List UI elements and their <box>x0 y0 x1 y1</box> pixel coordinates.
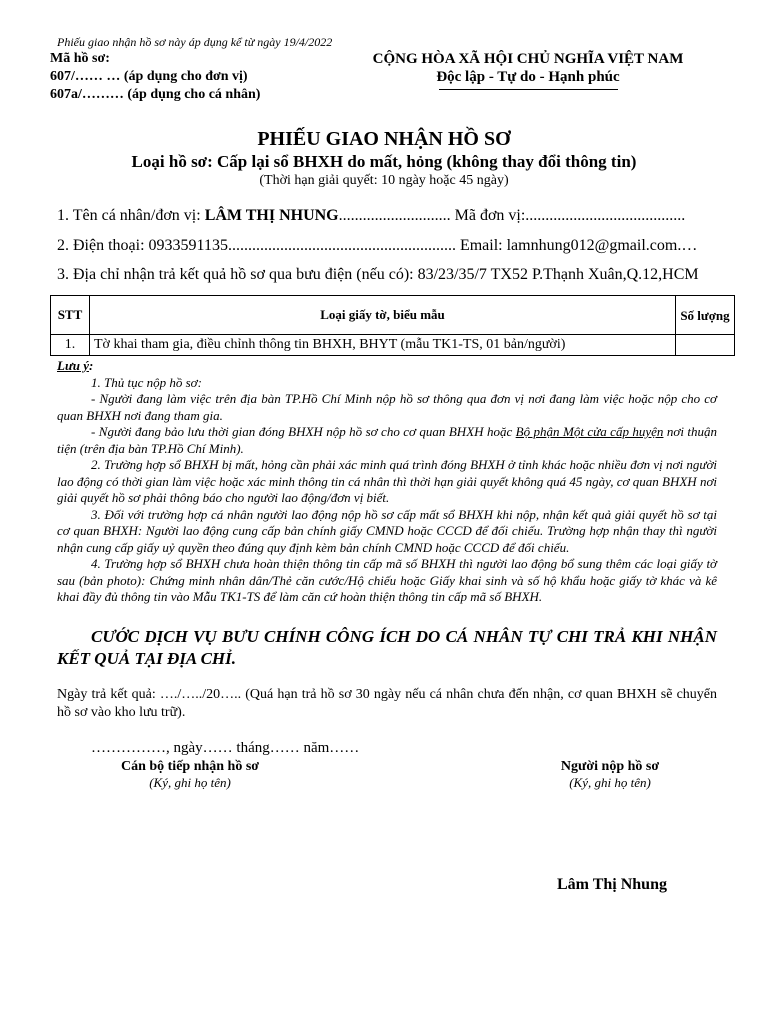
motto-underline <box>439 89 618 90</box>
date-line: ……………, ngày…… tháng…… năm…… <box>91 740 360 756</box>
col-header-stt: STT <box>51 296 90 335</box>
submitter-name: Lâm Thị Nhung <box>557 876 667 893</box>
notes-section <box>57 358 717 606</box>
notes-heading-colon: : <box>88 358 94 373</box>
row-stt: 1. <box>51 335 90 356</box>
form-title: PHIẾU GIAO NHẬN HỒ SƠ <box>257 128 511 150</box>
country-name: CỘNG HÒA XÃ HỘI CHỦ NGHĨA VIỆT NAM <box>372 51 684 67</box>
postal-address-line: 3. Địa chỉ nhận trả kết quả hồ sơ qua bưu điện (nếu có): 83/23/35/7 TX52 P.Thạnh Xuân,Q.12,HCM <box>57 266 699 283</box>
record-code-unit: 607/…… … (áp dụng cho đơn vị) <box>50 69 248 84</box>
col-header-quantity: Số lượng <box>676 296 735 335</box>
record-code-label: Mã hồ sơ: <box>50 51 110 66</box>
note-4: 4. Trường hợp sổ BHXH chưa hoàn thiện thông tin cấp mã số BHXH thì người lao động bổ sung thêm các loại giấy tờ sau (bản photo): Chứng minh nhân dân/Thẻ căn cước/Hộ chiếu hoặc Giấy khai sinh và số hộ khẩu hoặc giấy tờ khác và kê khai đầy đủ thông tin vào Mẫu TK1-TS để làm căn cứ hoàn thiện thông tin cấp mã số BHXH. <box>57 556 717 604</box>
notes-heading-line <box>57 358 717 375</box>
applicant-name-line <box>57 207 685 225</box>
processing-deadline: (Thời hạn giải quyết: 10 ngày hoặc 45 ngày) <box>259 173 509 188</box>
row-doc-type: Tờ khai tham gia, điều chỉnh thông tin BHXH, BHYT (mẫu TK1-TS, 01 bản/người) <box>90 335 676 356</box>
note-1b-post: nơi thuận tiện (trên địa bàn TP.Hồ Chí Minh). <box>57 424 717 456</box>
receiver-sign-note: (Ký, ghi họ tên) <box>149 775 231 790</box>
submitter-title: Người nộp hồ sơ <box>560 759 660 774</box>
return-date-line: Ngày trả kết quả: …./…../20….. (Quá hạn trả hồ sơ 30 ngày nếu cá nhân chưa đến nhận, cơ quan BHXH sẽ chuyển hồ sơ vào kho lưu trữ). <box>57 687 717 720</box>
national-motto: Độc lập - Tự do - Hạnh phúc <box>436 69 620 85</box>
receiver-title: Cán bộ tiếp nhận hồ sơ <box>120 759 260 774</box>
note-1-title: 1. Thủ tục nộp hồ sơ: <box>91 374 202 390</box>
applicability-note: Phiếu giao nhận hồ sơ này áp dụng kể từ ngày 19/4/2022 <box>57 35 333 49</box>
record-type: Loại hồ sơ: Cấp lại sổ BHXH do mất, hỏng (không thay đổi thông tin) <box>131 152 637 171</box>
col-header-doc-type: Loại giấy tờ, biểu mẫu <box>90 296 676 335</box>
document-table <box>50 295 735 356</box>
note-2: 2. Trường hợp sổ BHXH bị mất, hỏng cần phải xác minh quá trình đóng BHXH ở tỉnh khác hoặc nhiều đơn vị nơi người lao động có thời gian làm việc hoặc xác minh thông tin cá nhân thì thời hạn giải quyết không quá 45 ngày, cơ quan BHXH nơi giải quyết hồ sơ phải thông báo cho người lao động/đơn vị biết. <box>57 457 717 505</box>
record-code-person: 607a/……… (áp dụng cho cá nhân) <box>50 87 261 102</box>
applicant-name-label: 1. Tên cá nhân/đơn vị: <box>57 207 205 224</box>
note-1a: - Người đang làm việc trên địa bàn TP.Hồ Chí Minh nộp hồ sơ thông qua đơn vị nơi đang làm việc hoặc nộp cho cơ quan BHXH nơi đang tham gia. <box>57 391 717 423</box>
unit-code-field: ............................ Mã đơn vị:........................................ <box>338 207 686 224</box>
note-1b-pre: - Người đang bảo lưu thời gian đóng BHXH nộp hồ sơ cho cơ quan BHXH hoặc <box>91 424 516 439</box>
table-header-row <box>51 296 735 335</box>
submitter-sign-note: (Ký, ghi họ tên) <box>569 775 651 790</box>
note-3: 3. Đối với trường hợp cá nhân người lao động nộp hồ sơ cấp mất sổ BHXH khi nộp, nhận kết quả giải quyết hồ sơ tại cơ quan BHXH: Người lao động cung cấp bản chính giấy CMND hoặc CCCD để đối chiếu. Trường hợp nhận thay thì người nhận cung cấp giấy uỷ quyền theo đúng quy định kèm bản chính CMND hoặc CCCD để đối chiếu. <box>57 506 717 555</box>
submitter-signature-block <box>510 759 710 791</box>
note-1b <box>57 424 717 457</box>
one-stop-office-link: Bộ phận Một cửa cấp huyện <box>515 424 664 439</box>
phone-email-line: 2. Điện thoại: 0933591135......................................................... Email: lamnhung012@gmail.com.… <box>57 237 698 254</box>
notes-heading: Lưu ý <box>57 358 89 373</box>
row-quantity <box>676 335 735 356</box>
table-row <box>51 335 735 356</box>
postal-fee-notice: CƯỚC DỊCH VỤ BƯU CHÍNH CÔNG ÍCH DO CÁ NHÂN TỰ CHI TRẢ KHI NHẬN KẾT QUẢ TẠI ĐỊA CHỈ. <box>57 627 717 668</box>
applicant-name-value: LÂM THỊ NHUNG <box>204 207 339 224</box>
receiver-signature-block <box>90 759 290 791</box>
